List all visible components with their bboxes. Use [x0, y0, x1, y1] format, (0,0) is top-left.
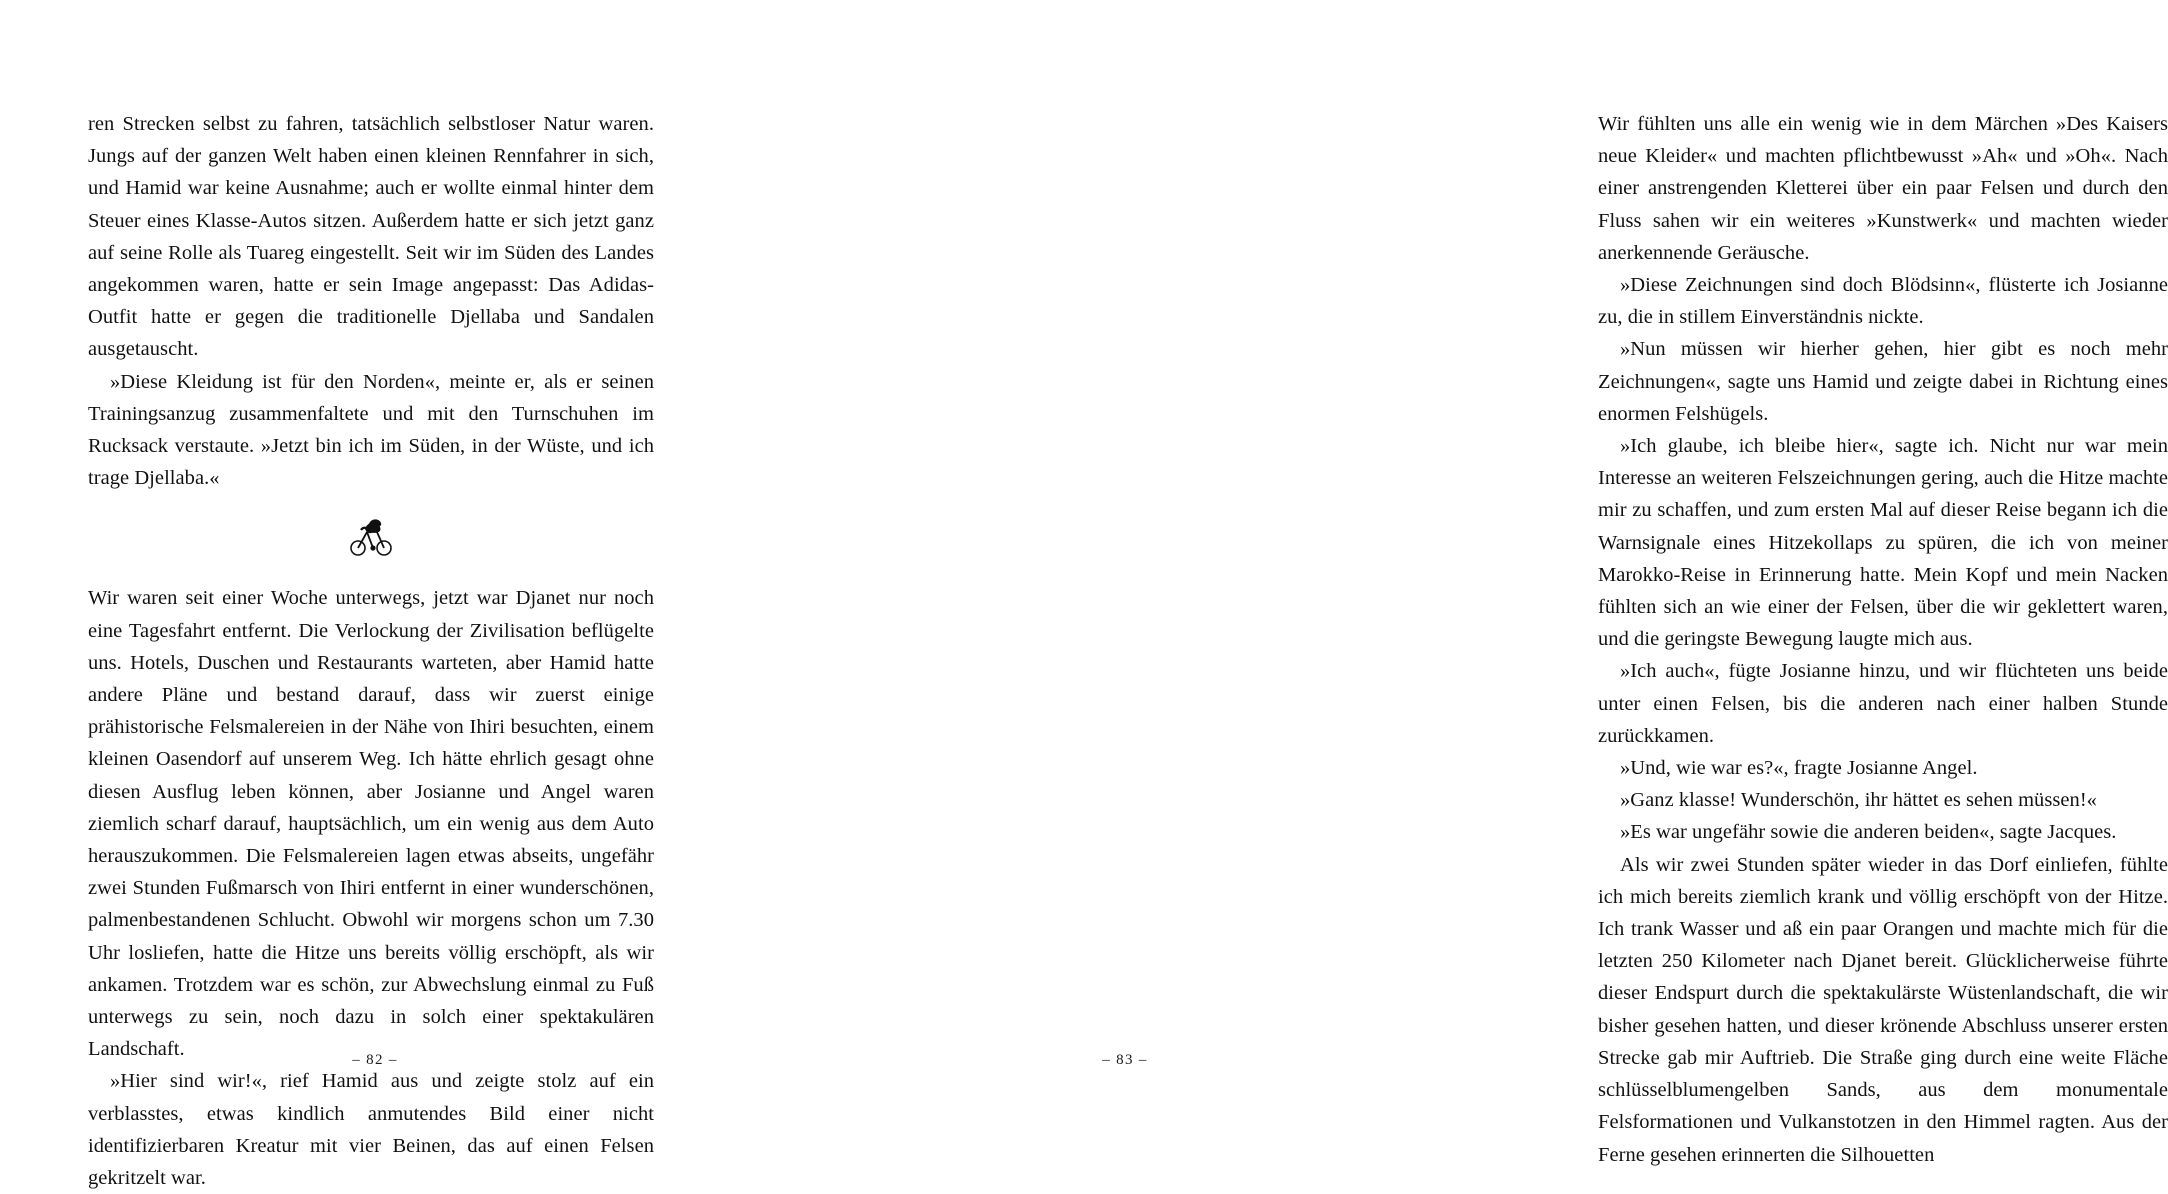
paragraph: »Und, wie war es?«, fragte Josianne Angel.	[1620, 757, 1978, 780]
page-left	[0, 0, 750, 1190]
paragraph: Als wir zwei Stunden später wieder in das Dorf einliefen, fühlte ich mich bereits ziemlich krank und völlig erschöpft von der Hitze. Ich trank Wasser und aß ein paar Orangen und machte mich für die letzten 250 Kilometer nach Djanet bereit. Glücklicherweise führte dieser Endspurt durch die spektakulärste Wüstenlandschaft, die wir bisher gesehen hatten, und dieser krönende Abschluss unserer ersten Strecke gab mir Auftrieb. Die Straße ging durch eine weite Fläche schlüsselblumengelben Sands, aus dem monumentale Felsformationen und Vulkanstotzen in den Himmel ragten. Aus der Ferne gesehen erinnerten die Silhouetten	[1598, 853, 2168, 1166]
paragraph: »Es war ungefähr sowie die anderen beiden«, sagte Jacques.	[1620, 821, 2117, 844]
paragraph: »Nun müssen wir hierher gehen, hier gibt es noch mehr Zeichnungen«, sagte uns Hamid und zeigte dabei in Richtung eines enormen Felshügels.	[1598, 338, 2168, 425]
paragraph: »Diese Zeichnungen sind doch Blödsinn«, flüsterte ich Josianne zu, die in stillem Einverständnis nickte.	[1598, 274, 2168, 329]
paragraph: Wir fühlten uns alle ein wenig wie in dem Märchen »Des Kaisers neue Kleider« und machten pflichtbewusst »Ah« und »Oh«. Nach einer anstrengenden Kletterei über ein paar Felsen und durch den Fluss sahen wir ein weiteres »Kunstwerk« und machten wieder anerkennende Geräusche.	[1598, 113, 2168, 264]
paragraph: »Hier sind wir!«, rief Hamid aus und zeigte stolz auf ein verblasstes, etwas kindlich anmutendes Bild einer nicht identifizierbaren Kreatur mit vier Beinen, das auf einen Felsen gekritzelt war.	[88, 1070, 654, 1190]
paragraph: Wir waren seit einer Woche unterwegs, jetzt war Djanet nur noch eine Tagesfahrt entfernt. Die Verlockung der Zivilisation beflügelte uns. Hotels, Duschen und Restaurants warteten, aber Hamid hatte andere Pläne und bestand darauf, dass wir zuerst einige prähistorische Felsmalereien in der Nähe von Ihiri besuchten, einem kleinen Oasendorf auf unserem Weg. Ich hätte ehrlich gesagt ohne diesen Ausflug leben können, aber Josianne und Angel waren ziemlich scharf darauf, hauptsächlich, um ein wenig aus dem Auto herauszukommen. Die Felsmalereien lagen etwas abseits, ungefähr zwei Stunden Fußmarsch von Ihiri entfernt in einer wunderschönen, palmenbestandenen Schlucht. Obwohl wir morgens schon um 7.30 Uhr losliefen, hatte die Hitze uns bereits völlig erschöpft, als wir ankamen. Trotzdem war es schön, zur Abwechslung einmal zu Fuß unterwegs zu sein, noch dazu in solch einer spektakulären Landschaft.	[88, 587, 654, 1061]
right-text-column	[1598, 108, 2168, 1171]
paragraph: »Ich glaube, ich bleibe hier«, sagte ich. Nicht nur war mein Interesse an weiteren Felszeichnungen gering, auch die Hitze machte mir zu schaffen, und zum ersten Mal auf dieser Reise begann ich die Warnsignale eines Hitzekollaps zu spüren, die ich von meiner Marokko-Reise in Erinnerung hatte. Mein Kopf und mein Nacken fühlten sich an wie einer der Felsen, über die wir geklettert waren, und die geringste Bewegung laugte mich aus.	[1598, 435, 2168, 651]
paragraph: »Ich auch«, fügte Josianne hinzu, und wir flüchteten uns beide unter einen Felsen, bis die anderen nach einer halben Stunde zurückkamen.	[1598, 660, 2168, 747]
paragraph: »Diese Kleidung ist für den Norden«, meinte er, als er seinen Trainingsanzug zusammenfaltete und mit den Turnschuhen im Rucksack verstaute. »Jetzt bin ich im Süden, in der Wüste, und ich trage Djellaba.«	[88, 370, 654, 490]
page-right	[750, 0, 2168, 1167]
left-text-column	[88, 108, 654, 1194]
cyclist-ornament	[88, 511, 654, 563]
page-number-right: – 83 –	[1102, 1052, 1148, 1068]
paragraph: ren Strecken selbst zu fahren, tatsächlich selbstloser Natur waren. Jungs auf der ganzen Welt haben einen kleinen Rennfahrer in sich, und Hamid war keine Ausnahme; auch er wollte einmal hinter dem Steuer eines Klasse-Autos sitzen. Außerdem hatte er sich jetzt ganz auf seine Rolle als Tuareg eingestellt. Seit wir im Süden des Landes angekommen waren, hatte er sein Image angepasst: Das Adidas-Outfit hatte er gegen die traditionelle Djellaba und Sandalen ausgetauscht.	[88, 113, 654, 361]
paragraph: »Ganz klasse! Wunderschön, ihr hättet es sehen müssen!«	[1620, 789, 2097, 812]
page-number-left: – 82 –	[352, 1052, 398, 1068]
